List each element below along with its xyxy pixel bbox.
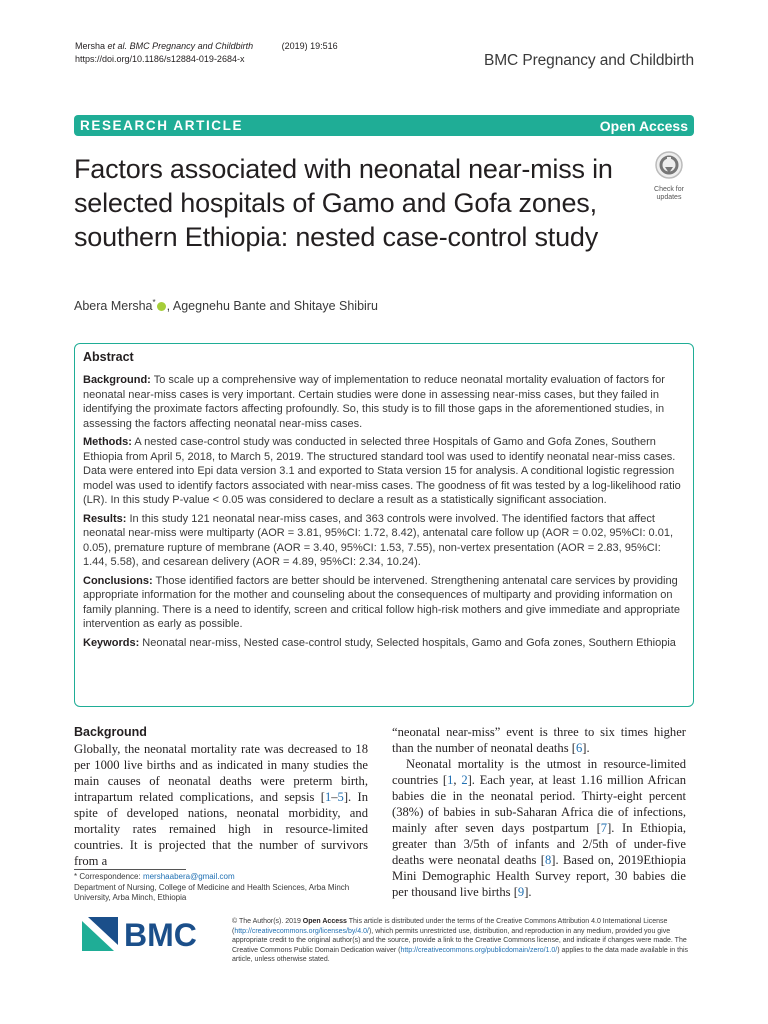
cc-zero-license-link[interactable]: http://creativecommons.org/publicdomain/zero/1.0/: [400, 946, 558, 954]
doi-link[interactable]: https://doi.org/10.1186/s12884-019-2684-x: [75, 54, 245, 64]
author-first[interactable]: Abera Mersha: [74, 299, 153, 314]
abstract-results-label: Results:: [83, 512, 127, 525]
citation-link[interactable]: 1: [324, 790, 332, 804]
abstract-background: [83, 373, 685, 431]
citation-link[interactable]: 9: [517, 885, 525, 899]
abstract-keywords: [83, 636, 685, 651]
correspondence-footnote: [74, 872, 374, 904]
citation-volume: (2019) 19:516: [281, 41, 338, 51]
text-span: ].: [524, 885, 532, 899]
text-span: Globally, the neonatal mortality rate was decreased to 18 per 1000 live births and as indicated in many studies the main causes of neonatal deaths were preterm birth, intrapartum related complications, and sepsis [: [74, 742, 368, 804]
text-span: © The Author(s). 2019: [232, 918, 303, 925]
abstract-heading: Abstract: [83, 350, 134, 364]
citation-journal: BMC Pregnancy and Childbirth: [129, 41, 254, 51]
background-paragraph-1-cont: [392, 724, 686, 756]
text-span: “neonatal near-miss” event is three to six times higher than the number of neonatal deaths [: [392, 725, 686, 755]
abstract-conclusions-label: Conclusions:: [83, 574, 153, 587]
journal-name: BMC Pregnancy and Childbirth: [484, 52, 694, 69]
text-span: ) applies to the data made available in this article, unless otherwise stated.: [232, 946, 689, 964]
corresponding-mark: *: [152, 298, 156, 307]
check-updates-label: [645, 186, 693, 202]
citation-link[interactable]: 8: [544, 853, 552, 867]
text-span: This article is distributed under the terms of the Creative Commons Attribution 4.0 International License (: [232, 918, 668, 935]
abstract-conclusions-text: Those identified factors are better should be intervened. Strengthening antenatal care services by providing appropriate information for the mother and counseling about the consequences of multiparty and providing information on family planning. There is a need to identify, screen and critical follow high-risk mothers and give immediate and appropriate intervention as early as possible.: [83, 574, 680, 630]
check-updates-line1: Check for: [654, 186, 684, 193]
license-open-access: Open Access: [302, 918, 347, 925]
citation-link[interactable]: 6: [575, 741, 583, 755]
author-list: [74, 298, 378, 313]
check-for-updates-button[interactable]: [645, 150, 693, 201]
citation-link[interactable]: 2: [461, 773, 468, 787]
article-title: Factors associated with neonatal near-miss in selected hospitals of Gamo and Gofa zones, southern Ethiopia: nested case-control study: [74, 154, 613, 252]
citation-et-al: et al.: [107, 41, 128, 51]
text-span: –: [331, 790, 338, 804]
background-paragraph-1: [74, 741, 368, 869]
abstract-keywords-text: Neonatal near-miss, Nested case-control study, Selected hospitals, Gamo and Gofa zones, Southern Ethiopia: [139, 636, 676, 649]
background-paragraph-2: [392, 756, 686, 900]
article-type-label: RESEARCH ARTICLE: [80, 118, 244, 133]
citation-link[interactable]: 1: [447, 773, 454, 787]
text-span: ]. Each year, at least 1.16 million African babies die in the neonatal period. Thirty-eight percent (38%) of babies in sub-Saharan Africa die of infections, mainly after seven days postpartum [: [392, 773, 687, 835]
bmc-logo-text: BMC: [124, 917, 197, 953]
abstract-results: [83, 512, 685, 570]
abstract-methods: [83, 435, 685, 508]
bmc-logo: [80, 915, 200, 953]
orcid-icon[interactable]: [157, 302, 166, 311]
text-span: ]. Based on, 2019Ethiopia Mini Demographic Health Survey report, 30 babies die per thousand live births [: [392, 853, 686, 899]
abstract-box: [74, 343, 694, 707]
abstract-results-text: In this study 121 neonatal near-miss cases, and 363 controls were involved. The identified factors that affect neonatal near-miss were multiparty (AOR = 3.81, 95%CI: 1.72, 8.42), antenatal care follow up (AOR = 0.02, 95%CI: 0.01, 0.05), premature rupture of membrane (AOR = 3.40, 95%CI: 1.53, 7.55), non-vertex presentation (AOR = 2.83, 95%CI: 1.44, 5.58), and cesarean delivery (AOR = 4.89, 95%CI: 2.34, 10.24).: [83, 512, 674, 568]
text-span: ), which permits unrestricted use, distribution, and reproduction in any medium, provided you give appropriate credit to the original author(s) and the source, provide a link to the Creative Commons license, and indicate if changes were made. The Creative Commons Public Domain Dedication waiver (: [232, 927, 687, 954]
text-span: ]. In Ethiopia, greater than 3/5th of infants and 2/5th of under-five deaths were neonatal deaths [: [392, 821, 686, 867]
citation-header: [75, 40, 338, 66]
license-statement: [232, 917, 694, 965]
footnote-divider: [74, 869, 186, 870]
citation-link[interactable]: 7: [600, 821, 608, 835]
check-updates-line2: updates: [656, 194, 682, 201]
text-span: Neonatal mortality is the utmost in resource-limited countries [: [392, 757, 686, 787]
abstract-background-label: Background:: [83, 374, 151, 386]
section-heading-background: Background: [74, 725, 147, 739]
citation-author: Mersha: [75, 41, 106, 51]
abstract-conclusions: [83, 574, 685, 632]
text-span: ].: [582, 741, 590, 755]
author-rest: , Agegnehu Bante and Shitaye Shibiru: [166, 299, 378, 314]
abstract-keywords-label: Keywords:: [83, 636, 140, 649]
body-column-right: [392, 724, 686, 900]
check-updates-icon: [654, 150, 684, 180]
open-access-label: Open Access: [599, 117, 688, 134]
author-affiliation: Department of Nursing, College of Medicine and Health Sciences, Arba Minch University, Arba Minch, Ethiopia: [74, 882, 350, 902]
article-type-banner: [74, 115, 694, 136]
correspondence-label: * Correspondence:: [74, 872, 143, 881]
abstract-background-text: To scale up a comprehensive way of implementation to reduce neonatal mortality evaluation of factors for neonatal near-miss cases is very important. Certain studies were done in assessing near-miss cases, but they failed in identifying the proximate factors affecting profoundly. So, this study is to fill those gaps in the aforementioned studies, in assessing the factors affecting neonatal near-miss cases.: [83, 374, 665, 430]
text-span: ]. In spite of developed nations, neonatal morbidity, and mortality rates remained high in resource-limited countries. It is projected that the number of survivors from a: [74, 790, 369, 868]
abstract-methods-text: A nested case-control study was conducted in selected three Hospitals of Gamo and Gofa Zones, Southern Ethiopia from April 5, 2018, to March 5, 2019. The structured standard tool was used to identify neonatal near-miss cases. Data were entered into Epi data version 3.1 and exported to Stata version 15 for analysis. A conditional logistic regression model was used to identify factors associated with near-miss cases. The goodness of fit was tested by a log-likelihood ratio (LR). In this study P-value < 0.05 was considered to declare a result as a statistically significant association.: [83, 436, 681, 506]
text-span: ,: [453, 773, 462, 787]
abstract-methods-label: Methods:: [83, 436, 132, 448]
citation-link[interactable]: 5: [337, 790, 344, 804]
body-column-left: [74, 724, 368, 869]
correspondence-email-link[interactable]: mershaabera@gmail.com: [142, 872, 235, 881]
cc-by-license-link[interactable]: http://creativecommons.org/licenses/by/4.0/: [234, 927, 369, 935]
